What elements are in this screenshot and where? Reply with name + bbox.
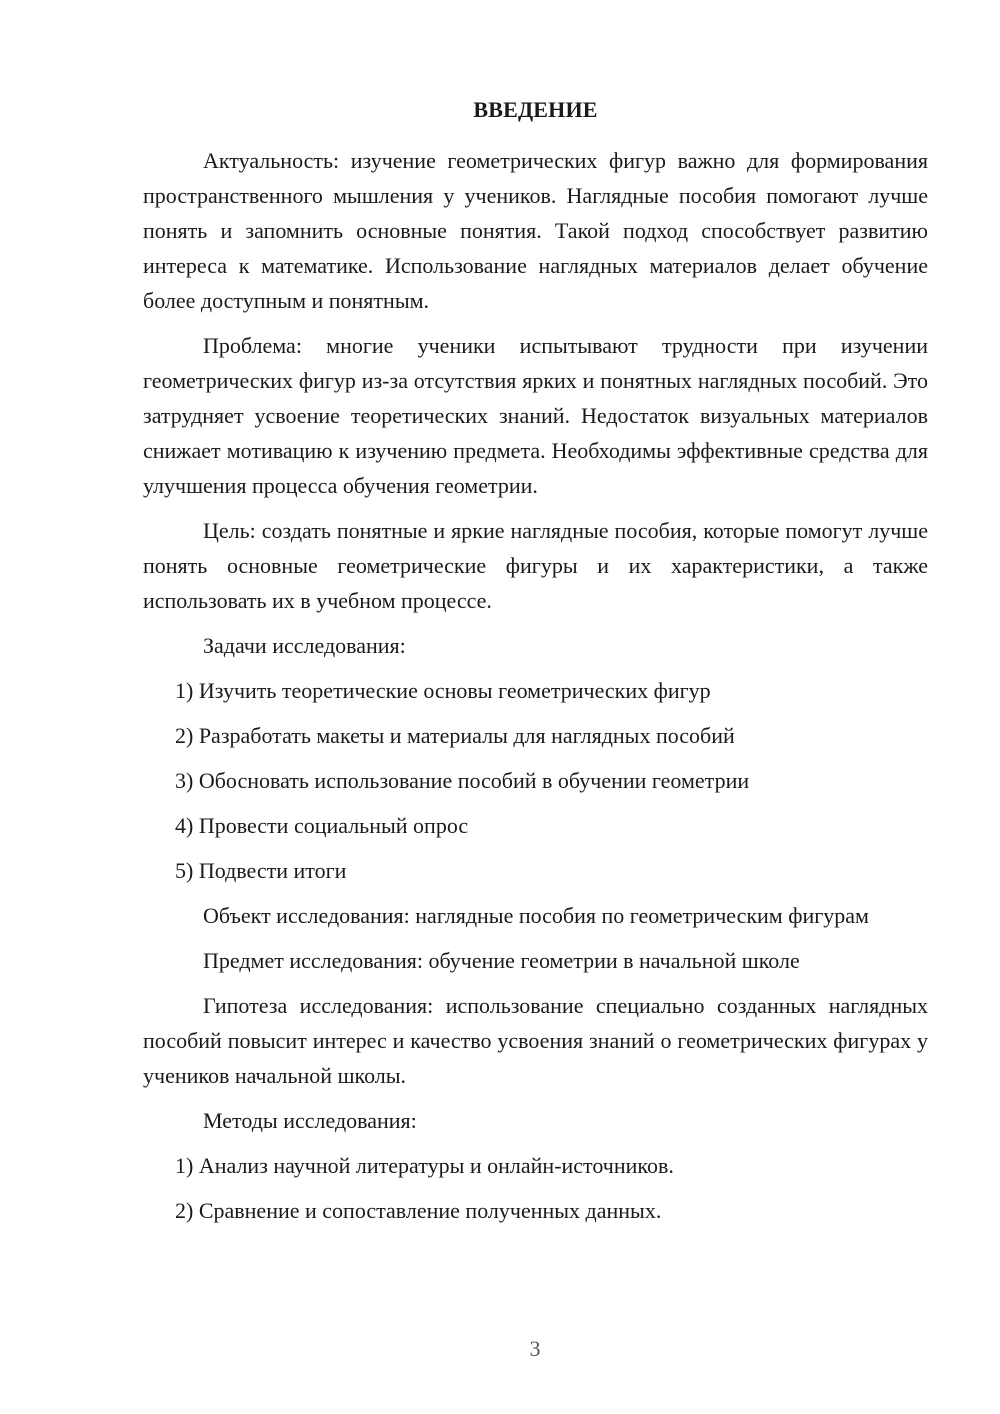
tasks-list	[143, 673, 928, 888]
relevance-paragraph: Актуальность: изучение геометрических фигур важно для формирования пространственного мышления у учеников. Наглядные пособия помогают лучше понять и запомнить основные понятия. Такой подход способствует развитию интереса к математике. Использование наглядных материалов делает обучение более доступным и понятным.	[143, 148, 928, 313]
tasks-heading: Задачи исследования:	[203, 633, 406, 658]
methods-heading: Методы исследования:	[203, 1108, 417, 1133]
subject-paragraph: Предмет исследования: обучение геометрии в начальной школе	[203, 948, 800, 973]
methods-list	[143, 1148, 928, 1228]
list-item: 4) Провести социальный опрос	[175, 813, 469, 838]
object-paragraph: Объект исследования: наглядные пособия по геометрическим фигурам	[203, 903, 869, 928]
hypothesis-paragraph: Гипотеза исследования: использование специально созданных наглядных пособий повысит интерес и качество усвоения знаний о геометрических фигурах у учеников начальной школы.	[143, 993, 928, 1088]
list-item: 1) Анализ научной литературы и онлайн-источников.	[175, 1153, 674, 1178]
document-page	[143, 95, 928, 1238]
problem-paragraph: Проблема: многие ученики испытывают трудности при изучении геометрических фигур из-за отсутствия ярких и понятных наглядных пособий. Это затрудняет усвоение теоретических знаний. Недостаток визуальных материалов снижает мотивацию к изучению предмета. Необходимы эффективные средства для улучшения процесса обучения геометрии.	[143, 333, 928, 498]
page-title: ВВЕДЕНИЕ	[473, 97, 598, 122]
page-number: 3	[529, 1336, 541, 1361]
list-item: 2) Разработать макеты и материалы для наглядных пособий	[175, 723, 735, 748]
list-item: 2) Сравнение и сопоставление полученных данных.	[175, 1198, 662, 1223]
list-item: 1) Изучить теоретические основы геометрических фигур	[175, 678, 711, 703]
list-item: 3) Обосновать использование пособий в обучении геометрии	[175, 768, 750, 793]
goal-paragraph: Цель: создать понятные и яркие наглядные пособия, которые помогут лучше понять основные геометрические фигуры и их характеристики, а также использовать их в учебном процессе.	[143, 518, 928, 613]
list-item: 5) Подвести итоги	[175, 858, 347, 883]
